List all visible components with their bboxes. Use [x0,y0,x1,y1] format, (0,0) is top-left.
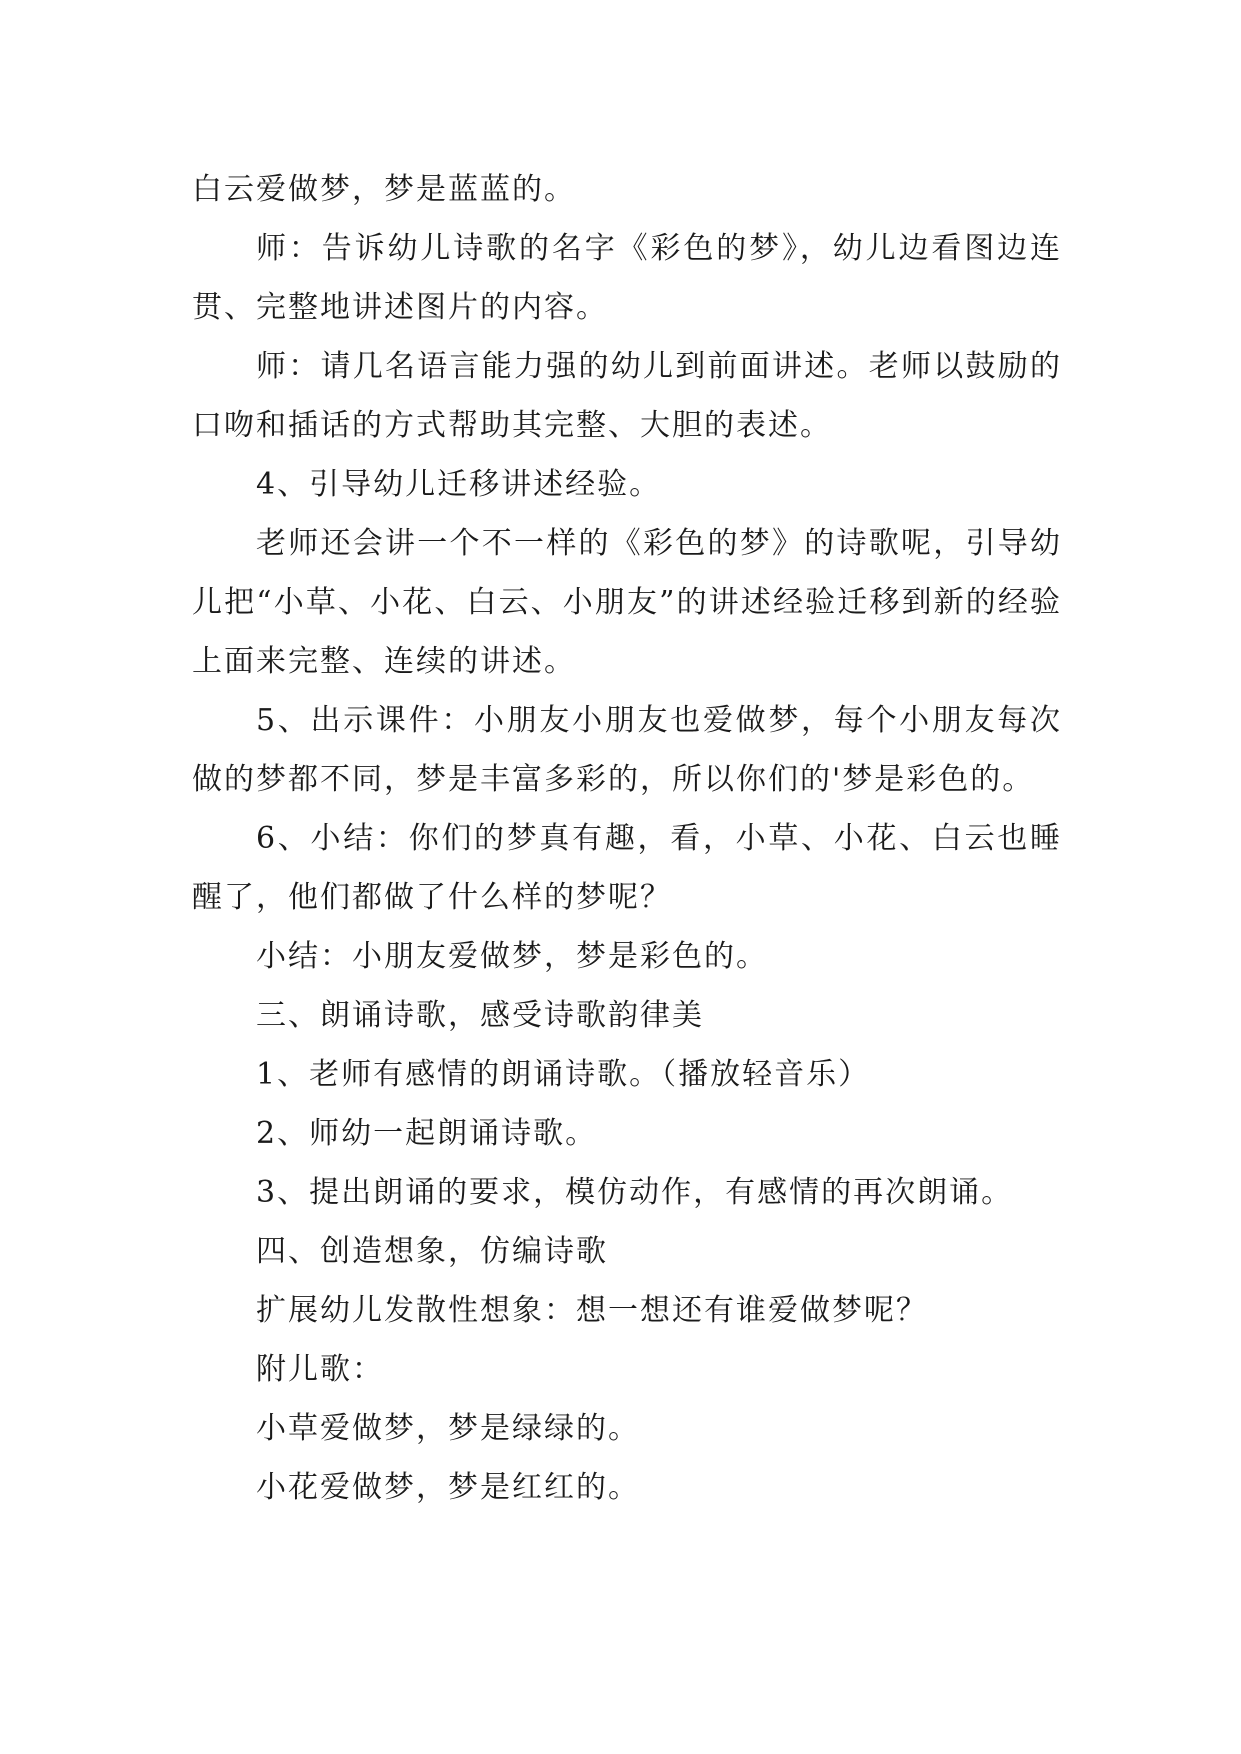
paragraph: 老师还会讲一个不一样的《彩色的梦》的诗歌呢，引导幼儿把“小草、小花、白云、小朋友”的讲述经验迁移到新的经验上面来完整、连续的讲述。 [192,526,1062,679]
paragraph: 5、出示课件：小朋友小朋友也爱做梦，每个小朋友每次做的梦都不同，梦是丰富多彩的，所以你们的'梦是彩色的。 [192,703,1062,797]
document-body [192,160,1062,1517]
poem-line: 小花爱做梦，梦是红红的。 [256,1470,640,1505]
paragraph: 师：告诉幼儿诗歌的名字《彩色的梦》，幼儿边看图边连贯、完整地讲述图片的内容。 [192,231,1062,325]
section-heading: 三、朗诵诗歌，感受诗歌韵律美 [256,998,704,1033]
paragraph: 扩展幼儿发散性想象：想一想还有谁爱做梦呢？ [256,1293,928,1328]
paragraph: 3、提出朗诵的要求，模仿动作，有感情的再次朗诵。 [256,1175,1014,1210]
paragraph: 6、小结：你们的梦真有趣，看，小草、小花、白云也睡醒了，他们都做了什么样的梦呢？ [192,821,1062,915]
paragraph: 1、老师有感情的朗诵诗歌。（播放轻音乐） [256,1057,871,1092]
paragraph: 4、引导幼儿迁移讲述经验。 [256,467,662,502]
paragraph: 师：请几名语言能力强的幼儿到前面讲述。老师以鼓励的口吻和插话的方式帮助其完整、大胆的表述。 [192,349,1062,443]
appendix-label: 附儿歌： [256,1352,384,1387]
poem-line: 小草爱做梦，梦是绿绿的。 [256,1411,640,1446]
paragraph: 2、师幼一起朗诵诗歌。 [256,1116,598,1151]
section-heading: 四、创造想象，仿编诗歌 [256,1234,608,1269]
paragraph: 白云爱做梦，梦是蓝蓝的。 [192,172,576,207]
paragraph: 小结：小朋友爱做梦，梦是彩色的。 [256,939,768,974]
